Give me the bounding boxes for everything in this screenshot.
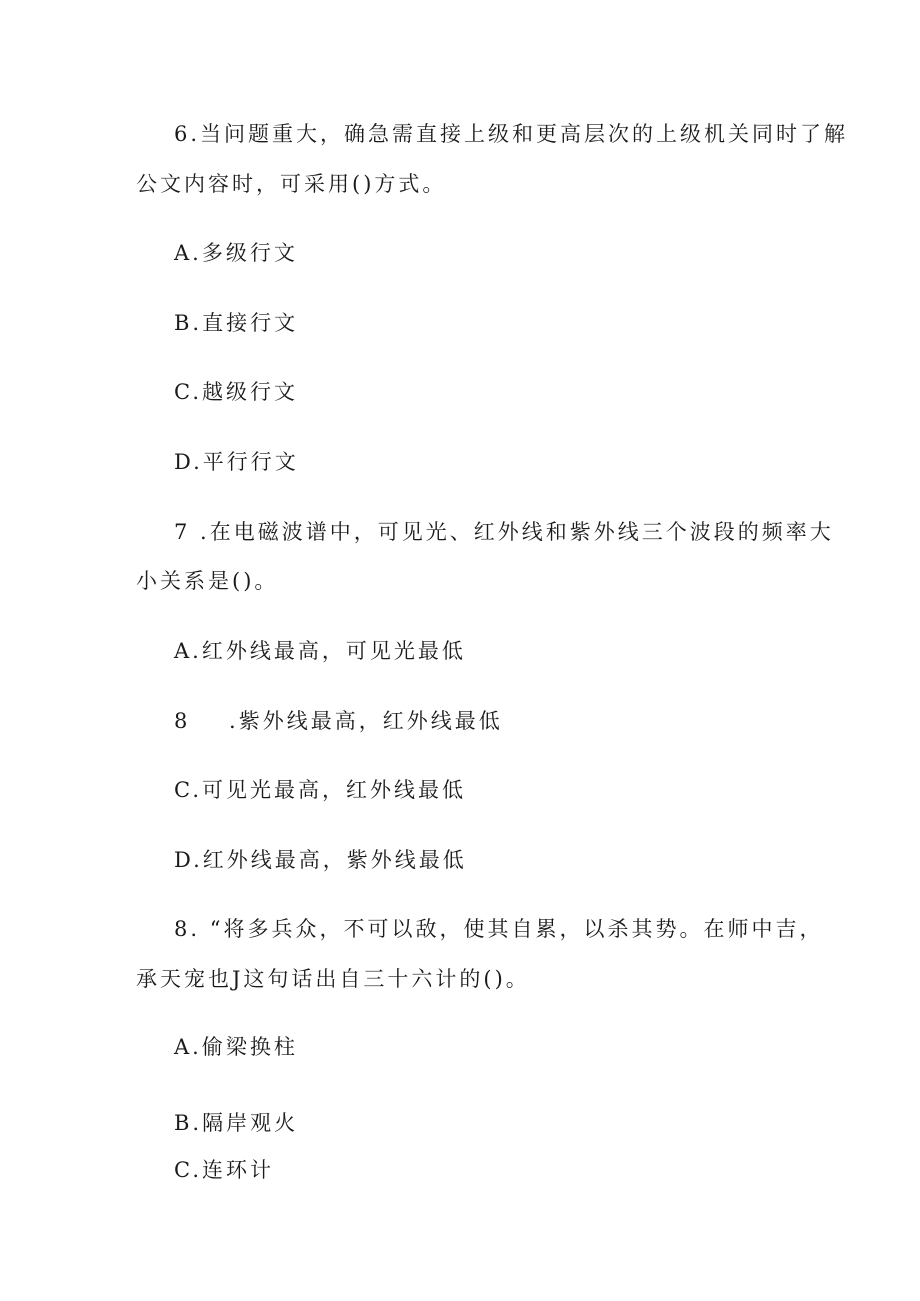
question-7-stem-line-2: 小关系是()。 (136, 569, 279, 593)
question-7-option-b: 8 .紫外线最高，红外线最低 (174, 709, 503, 733)
question-7-option-d: D.红外线最高，紫外线最低 (174, 848, 467, 872)
question-6-option-b: B.直接行文 (174, 311, 299, 335)
question-8-option-a: A.偷梁换柱 (174, 1035, 298, 1059)
question-8-option-c: C.连环计 (174, 1158, 274, 1182)
question-6-stem-line-1: 6.当问题重大，确急需直接上级和更高层次的上级机关同时了解 (174, 122, 849, 146)
question-6-stem-line-2: 公文内容时，可采用()方式。 (136, 172, 447, 196)
question-7-option-a: A.红外线最高，可见光最低 (174, 639, 466, 663)
question-8-option-b: B.隔岸观火 (174, 1111, 299, 1135)
question-6-option-c: C.越级行文 (174, 380, 298, 404)
question-8-stem-line-1: 8. “将多兵众，不可以敌，使其自累，以杀其势。在师中吉， (174, 917, 824, 941)
question-6-option-a: A.多级行文 (174, 241, 298, 265)
question-8-stem-line-2: 承天宠也J这句话出自三十六计的()。 (136, 967, 530, 991)
question-7-stem-line-1: 7 .在电磁波谱中，可见光、红外线和紫外线三个波段的频率大 (174, 520, 834, 544)
question-6-option-d: D.平行行文 (174, 450, 299, 474)
question-7-option-c: C.可见光最高，红外线最低 (174, 778, 466, 802)
